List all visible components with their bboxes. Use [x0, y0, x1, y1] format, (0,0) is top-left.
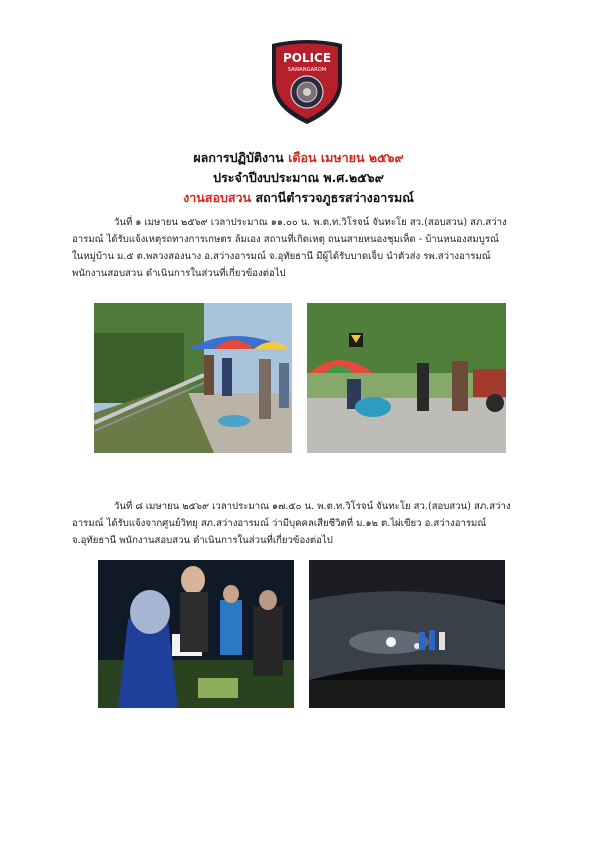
- heading-department: งานสอบสวน: [183, 190, 252, 205]
- report-line: พนักงานสอบสวน ดำเนินการในส่วนที่เกี่ยวข้องต่อไป: [72, 268, 286, 279]
- report-line: จ.อุทัยธานี พนักงานสอบสวน ดำเนินการในส่วนที่เกี่ยวข้องต่อไป: [72, 535, 333, 546]
- report-line: ในหมู่บ้าน ม.๕ ต.พลวงสองนาง อ.สว่างอารมณ์ จ.อุทัยธานี มีผู้ได้รับบาดเจ็บ นำตัวส่ง รพ.สว่างอารมณ์: [72, 251, 491, 262]
- heading-line-1: [0, 150, 597, 166]
- heading-fiscal-year: ประจำปีงบประมาณ พ.ศ.๒๕๖๙: [213, 170, 384, 185]
- night-scene-photo-1: [98, 560, 294, 708]
- night-scene-photo-2: [309, 560, 505, 708]
- police-logo: [268, 38, 346, 126]
- heading-line-3: [0, 190, 597, 206]
- report-paragraph-2: [72, 498, 532, 549]
- heading-station: สถานีตำรวจภูธรสว่างอารมณ์: [255, 190, 414, 205]
- accident-scene-photo-2: [307, 303, 506, 453]
- report-line: วันที่ ๘ เมษายน ๒๕๖๙ เวลาประมาณ ๑๗.๕๐ น. พ.ต.ท.วิโรจน์ จันทะโย สว.(สอบสวน) สภ.สว่าง: [114, 501, 511, 512]
- report-line: วันที่ ๑ เมษายน ๒๕๖๙ เวลาประมาณ ๑๑.๐๐ น. พ.ต.ท.วิโรจน์ จันทะโย สว.(สอบสวน) สภ.สว่าง: [114, 217, 507, 228]
- accident-scene-photo-1: [94, 303, 292, 453]
- report-paragraph-1: [72, 214, 532, 282]
- logo-title: POLICE: [282, 51, 332, 65]
- heading-month: เดือน เมษายน ๒๕๖๙: [288, 150, 404, 165]
- logo-subtitle: SAWANGAROM: [287, 67, 327, 73]
- heading-prefix: ผลการปฏิบัติงาน: [193, 150, 284, 165]
- report-line: อารมณ์ ได้รับแจ้งจากศูนย์วิทยุ สภ.สว่างอารมณ์ ว่ามีบุคคลเสียชีวิตที่ ม.๑๒ ต.ไผ่เขียว อ.สว่างอารมณ์: [72, 518, 487, 529]
- report-line: อารมณ์ ได้รับแจ้งเหตุรถทางการเกษตร ล้มเอง สถานที่เกิดเหตุ ถนนสายหนองชุมเห็ด - บ้านหนองสมบูรณ์: [72, 234, 499, 245]
